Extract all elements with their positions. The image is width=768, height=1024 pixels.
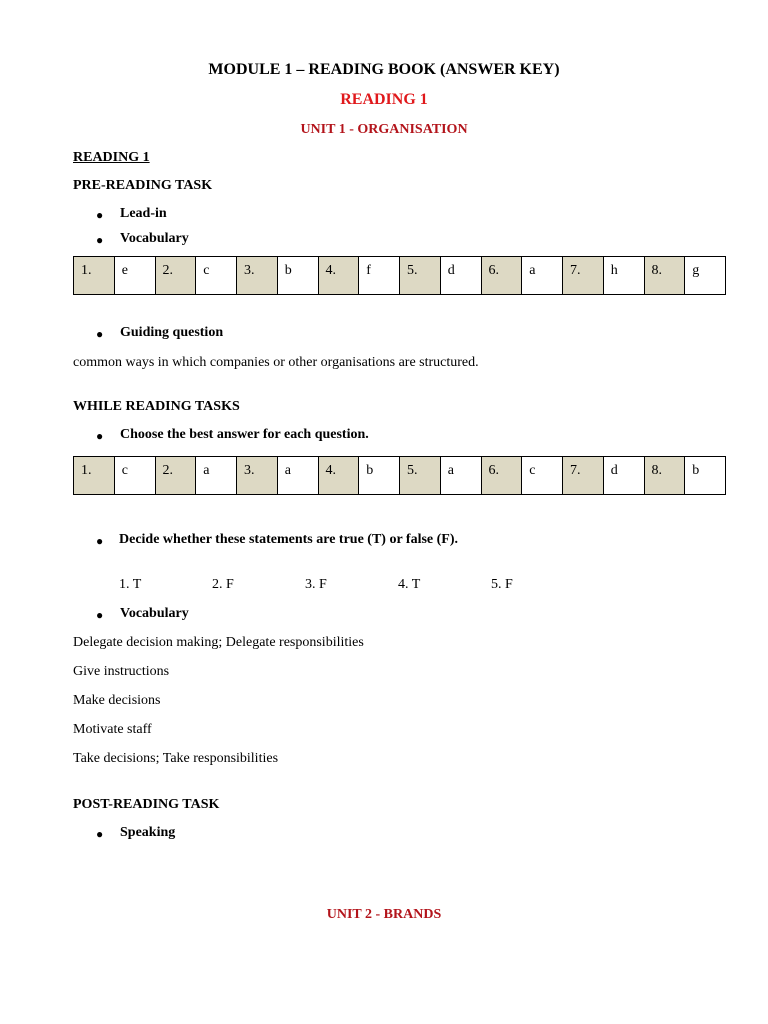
answer-cell: a xyxy=(440,457,481,495)
answer-cell: c xyxy=(114,457,155,495)
table-row xyxy=(74,457,726,495)
question-number: 4. xyxy=(318,257,359,295)
answer-cell: e xyxy=(114,257,155,295)
true-false-label: Decide whether these statements are true (T) or false (F). xyxy=(119,532,459,547)
question-number: 1. xyxy=(74,457,115,495)
choose-best-answer-label: Choose the best answer for each question. xyxy=(120,427,369,442)
question-number: 5. xyxy=(400,257,441,295)
question-number: 4. xyxy=(318,457,359,495)
document-title: MODULE 1 – READING BOOK (ANSWER KEY) xyxy=(208,61,560,78)
answer-cell: d xyxy=(603,457,644,495)
tf-answer: 1. T xyxy=(119,577,142,592)
answer-cell: f xyxy=(359,257,400,295)
vocab-line: Take decisions; Take responsibilities xyxy=(73,751,279,766)
unit1-title: UNIT 1 - ORGANISATION xyxy=(300,122,468,137)
answer-cell: b xyxy=(685,457,726,495)
tf-answer: 5. F xyxy=(491,577,513,592)
bullet-icon: ● xyxy=(96,327,104,341)
answer-cell: b xyxy=(277,257,318,295)
question-number: 7. xyxy=(563,457,604,495)
answer-cell: b xyxy=(359,457,400,495)
question-number: 7. xyxy=(563,257,604,295)
bullet-icon: ● xyxy=(96,429,104,443)
table-row xyxy=(74,257,726,295)
bullet-vocabulary: Vocabulary xyxy=(120,231,189,246)
question-number: 1. xyxy=(74,257,115,295)
vocab-line: Delegate decision making; Delegate responsibilities xyxy=(73,635,364,650)
answer-cell: a xyxy=(196,457,237,495)
question-number: 8. xyxy=(644,457,685,495)
answer-cell: g xyxy=(685,257,726,295)
answer-cell: c xyxy=(196,257,237,295)
question-number: 2. xyxy=(155,257,196,295)
answer-cell: d xyxy=(440,257,481,295)
bullet-lead-in: Lead-in xyxy=(120,206,167,221)
bullet-icon: ● xyxy=(96,233,104,247)
question-number: 6. xyxy=(481,257,522,295)
section-reading-label: READING 1 xyxy=(73,150,150,165)
guiding-question-answer: common ways in which companies or other organisations are structured. xyxy=(73,355,479,370)
bullet-speaking: Speaking xyxy=(120,825,176,840)
vocab-line: Motivate staff xyxy=(73,722,152,737)
unit2-title: UNIT 2 - BRANDS xyxy=(326,907,442,922)
tf-answer: 2. F xyxy=(212,577,234,592)
question-number: 3. xyxy=(237,257,278,295)
tf-answer: 3. F xyxy=(305,577,327,592)
pre-reading-heading: PRE-READING TASK xyxy=(73,178,213,193)
post-reading-heading: POST-READING TASK xyxy=(73,797,220,812)
answer-cell: a xyxy=(522,257,563,295)
vocab-answer-table xyxy=(73,256,726,295)
answer-cell: c xyxy=(522,457,563,495)
answer-cell: h xyxy=(603,257,644,295)
choose-answer-table xyxy=(73,456,726,495)
bullet-icon: ● xyxy=(96,208,104,222)
tf-answer: 4. T xyxy=(398,577,421,592)
guiding-question-label: Guiding question xyxy=(120,325,224,340)
while-vocabulary-label: Vocabulary xyxy=(120,606,189,621)
answer-cell: a xyxy=(277,457,318,495)
vocab-line: Make decisions xyxy=(73,693,161,708)
question-number: 5. xyxy=(400,457,441,495)
bullet-icon: ● xyxy=(96,827,104,841)
question-number: 2. xyxy=(155,457,196,495)
bullet-icon: ● xyxy=(96,534,104,548)
bullet-icon: ● xyxy=(96,608,104,622)
question-number: 6. xyxy=(481,457,522,495)
question-number: 3. xyxy=(237,457,278,495)
while-reading-heading: WHILE READING TASKS xyxy=(73,399,240,414)
vocab-line: Give instructions xyxy=(73,664,170,679)
reading-heading: READING 1 xyxy=(340,91,428,108)
question-number: 8. xyxy=(644,257,685,295)
